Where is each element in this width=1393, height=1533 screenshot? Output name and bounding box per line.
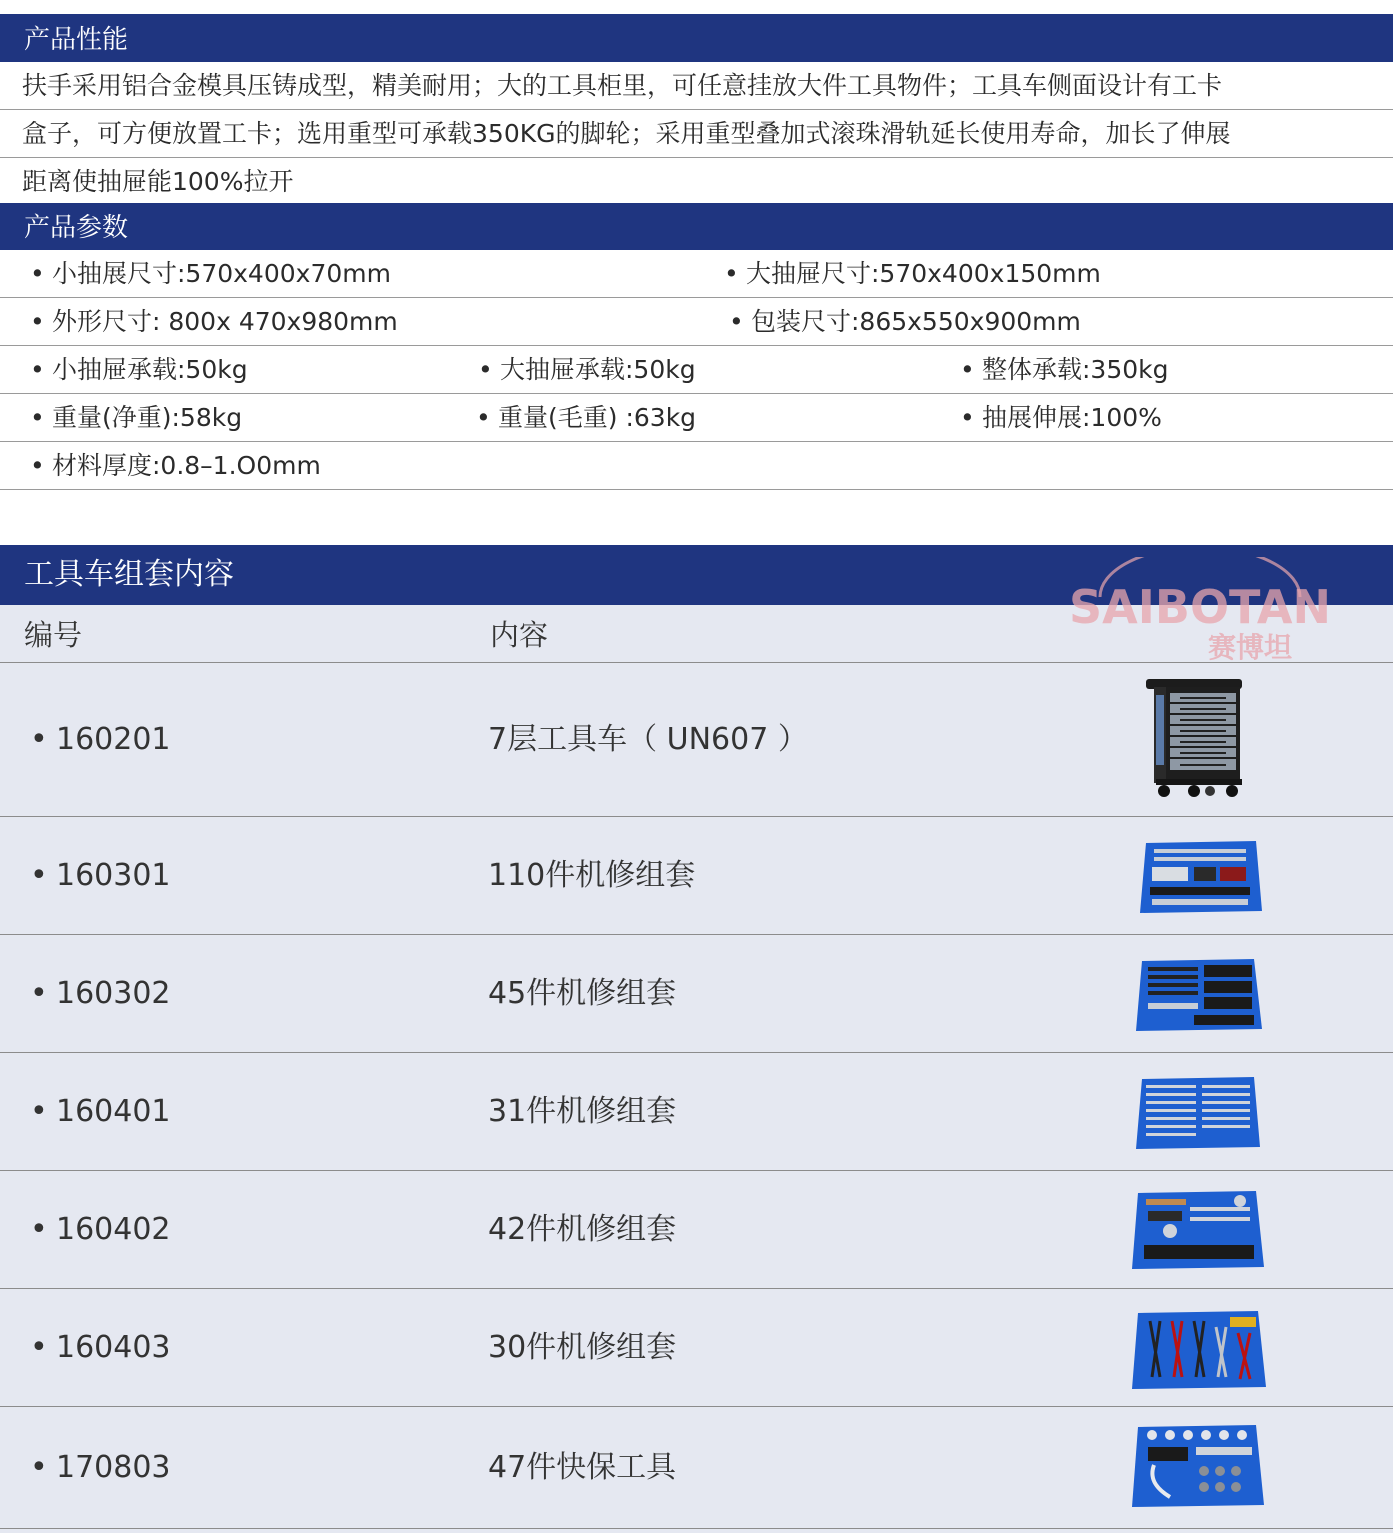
param-small-drawer-load: • 小抽屉承载:50kg (30, 346, 248, 394)
table-row (0, 663, 1393, 817)
item-code: • 160201 (30, 722, 171, 757)
item-code: • 170803 (30, 1450, 171, 1485)
bullet: • (30, 403, 45, 432)
param-total-load: • 整体承载:350kg (960, 346, 1169, 394)
param-extension: • 抽展伸展:100% (960, 394, 1162, 442)
param-large-drawer-size: • 大抽屉尺寸:570x400x150mm (724, 250, 1101, 298)
pliers-tray-image (1130, 1307, 1268, 1393)
kit-title: 工具车组套内容 (24, 557, 234, 592)
table-row (0, 1053, 1393, 1171)
param-small-drawer-size: • 小抽展尺寸:570x400x70mm (30, 250, 391, 298)
item-code: • 160401 (30, 1094, 171, 1129)
bullet: • (30, 259, 45, 288)
item-content: 30件机修组套 (488, 1330, 677, 1365)
item-content: 47件快保工具 (488, 1450, 677, 1485)
item-code: • 160302 (30, 976, 171, 1011)
performance-line-1: 扶手采用铝合金模具压铸成型，精美耐用；大的工具柜里，可任意挂放大件工具物件；工具车侧面设计有工卡 (0, 62, 1393, 110)
table-row (0, 817, 1393, 935)
item-content: 7层工具车（ UN607 ） (488, 722, 808, 757)
tool-tray-image (1130, 1187, 1266, 1273)
param-package-size: • 包装尺寸:865x550x900mm (729, 298, 1081, 346)
param-outer-size: • 外形尺寸: 800x 470x980mm (30, 298, 398, 346)
tool-tray-image (1138, 837, 1264, 917)
item-content: 110件机修组套 (488, 858, 696, 893)
tool-tray-image (1134, 955, 1264, 1035)
item-content: 42件机修组套 (488, 1212, 677, 1247)
params-header (0, 203, 1393, 250)
params-row (0, 250, 1393, 298)
table-row (0, 1407, 1393, 1529)
item-code: • 160402 (30, 1212, 171, 1247)
bullet: • (960, 403, 975, 432)
column-header-content: 内容 (490, 618, 549, 652)
item-content: 31件机修组套 (488, 1094, 677, 1129)
params-row (0, 394, 1393, 442)
table-row (0, 1171, 1393, 1289)
params-row (0, 298, 1393, 346)
param-net-weight: • 重量(净重):58kg (30, 394, 242, 442)
performance-line-2: 盒子，可方便放置工卡；选用重型可承载350KG的脚轮；采用重型叠加式滚珠滑轨延长使用寿命，加长了伸展 (0, 110, 1393, 158)
params-row (0, 346, 1393, 394)
params-title: 产品参数 (24, 213, 129, 243)
performance-header (0, 14, 1393, 62)
params-row (0, 442, 1393, 490)
item-code: • 160403 (30, 1330, 171, 1365)
item-content: 45件机修组套 (488, 976, 677, 1011)
column-header-code: 编号 (24, 618, 83, 652)
item-code: • 160301 (30, 858, 171, 893)
watermark-latin-text: SAIBOTAN (1069, 580, 1331, 634)
performance-title: 产品性能 (24, 25, 129, 55)
bullet: • (30, 355, 45, 384)
bullet: • (960, 355, 975, 384)
brand-watermark (1060, 557, 1340, 667)
bullet: • (724, 259, 739, 288)
bullet: • (729, 307, 744, 336)
bullet: • (478, 355, 493, 384)
param-large-drawer-load: • 大抽屉承载:50kg (478, 346, 696, 394)
param-material-thickness: • 材料厚度:0.8–1.O0mm (30, 442, 321, 490)
table-row (0, 1289, 1393, 1407)
watermark-chinese-text: 赛博坦 (1207, 631, 1293, 664)
param-gross-weight: • 重量(毛重) :63kg (476, 394, 696, 442)
tool-cart-image (1140, 671, 1250, 801)
bullet: • (30, 307, 45, 336)
bullet: • (476, 403, 491, 432)
maintenance-tray-image (1130, 1421, 1266, 1511)
table-row (0, 935, 1393, 1053)
bullet: • (30, 451, 45, 480)
kit-table (0, 605, 1393, 1533)
wrench-tray-image (1134, 1073, 1262, 1153)
performance-line-3: 距离使抽屉能100%拉开 (22, 167, 294, 196)
